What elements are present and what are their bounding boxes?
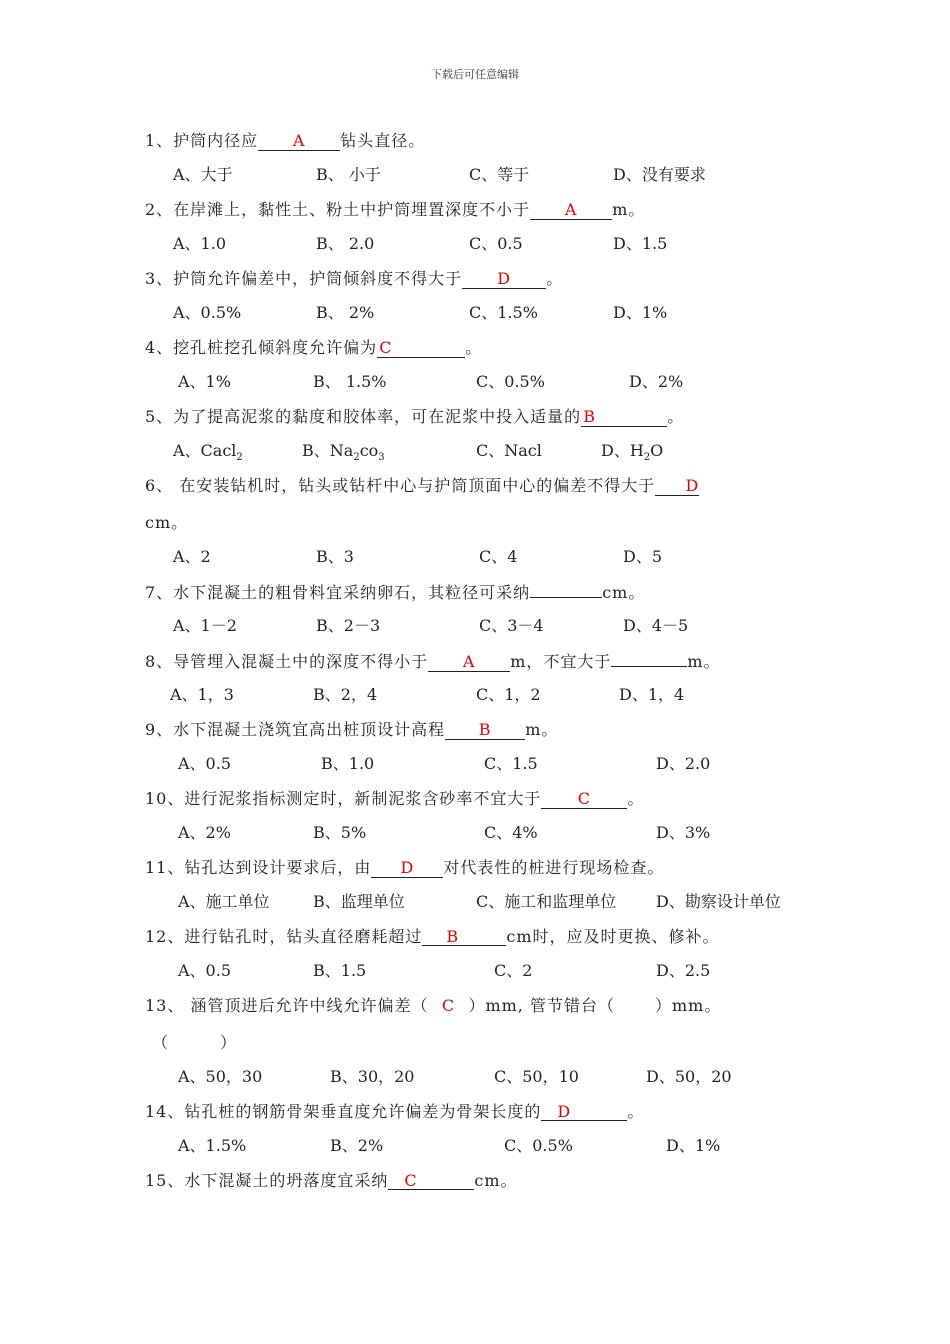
option-d: D、1.5	[613, 234, 668, 253]
question-3	[145, 266, 563, 289]
option-a: A、0.5%	[173, 303, 242, 322]
question-tail: ）mm。	[654, 996, 722, 1015]
option-c: C、3－4	[479, 616, 544, 635]
question-tail: 。	[546, 269, 564, 288]
option-b: B、 1.5%	[313, 372, 387, 391]
answer-blank: B	[422, 928, 506, 946]
question-text: 8、导管埋入混凝土中的深度不得小于	[145, 652, 429, 671]
question-text: 9、水下混凝土浇筑宜高出桩顶设计高程	[145, 720, 446, 739]
option-b: B、2，4	[313, 685, 378, 704]
question-tail: 对代表性的桩进行现场检查。	[443, 858, 665, 877]
answer-mark: C	[441, 996, 456, 1015]
question-text: 15、水下混凝土的坍落度宜采纳	[145, 1171, 389, 1190]
option-c: C、等于	[469, 165, 530, 184]
option-d: D、3%	[656, 823, 711, 842]
option-d: D、4－5	[623, 616, 689, 635]
option-a: A、0.5	[178, 961, 232, 980]
option-b: B、2－3	[316, 616, 381, 635]
answer-blank: C	[541, 790, 627, 809]
question-13	[145, 993, 721, 1016]
question-6	[145, 473, 699, 496]
question-mid: ）mm, 管节错台（	[468, 996, 615, 1015]
option-d: D、1%	[666, 1136, 721, 1155]
option-b: B、 2%	[316, 303, 375, 322]
question-text: 10、进行泥浆指标测定时，新制泥浆含砂率不宜大于	[145, 789, 542, 808]
option-b: B、5%	[313, 823, 367, 842]
question-13-cont: （ ）	[152, 1033, 238, 1052]
option-c: C、2	[494, 961, 533, 980]
answer-blank	[530, 579, 602, 598]
option-c: C、施工和监理单位	[476, 892, 617, 911]
question-mid: m，不宜大于	[510, 652, 612, 671]
answer-blank: B	[445, 721, 525, 740]
question-tail: 。	[465, 338, 483, 357]
option-a: A、Cacl$_2$	[173, 441, 243, 464]
question-10	[145, 786, 644, 809]
option-c: C、1，2	[476, 685, 541, 704]
option-c: C、0.5	[469, 234, 523, 253]
option-a: A、2%	[178, 823, 231, 842]
question-text: 6、 在安装钻机时，钻头或钻杆中心与护筒顶面中心的偏差不得大于	[145, 476, 656, 495]
question-14	[145, 1099, 644, 1122]
question-9	[145, 717, 558, 740]
question-text: 3、护筒允许偏差中，护筒倾斜度不得大于	[145, 269, 463, 288]
question-7	[145, 579, 645, 603]
answer-blank: A	[530, 201, 612, 220]
question-tail: m。	[687, 652, 721, 671]
option-b: B、监理单位	[313, 892, 405, 911]
option-d: D、没有要求	[613, 165, 706, 184]
answer-blank: D	[655, 477, 699, 496]
option-d: D、1%	[613, 303, 668, 322]
option-a: A、1%	[178, 372, 231, 391]
question-8	[145, 648, 721, 672]
option-c: C、0.5%	[504, 1136, 573, 1155]
option-d: D、$H_2O$	[601, 441, 664, 464]
option-a: A、50，30	[178, 1067, 263, 1086]
option-c: C、4	[479, 547, 518, 566]
option-d: D、勘察设计单位	[656, 892, 781, 911]
question-tail: 。	[627, 789, 645, 808]
question-tail: 钻头直径。	[340, 131, 426, 150]
option-b: B、1.5	[313, 961, 367, 980]
option-c: C、1.5%	[469, 303, 538, 322]
question-text: 1、护筒内径应	[145, 131, 259, 150]
answer-blank: C	[377, 339, 465, 358]
question-tail: 。	[627, 1102, 645, 1121]
option-a: A、0.5	[178, 754, 232, 773]
question-text: 14、钻孔桩的钢筋骨架垂直度允许偏差为骨架长度的	[145, 1102, 542, 1121]
answer-blank: A	[258, 132, 340, 151]
question-text: 5、为了提高泥浆的黏度和胶体率，可在泥浆中投入适量的	[145, 407, 582, 426]
question-text: 7、水下混凝土的粗骨料宜采纳卵石，其粒径可采纳	[145, 583, 531, 602]
answer-blank: D	[541, 1103, 627, 1121]
option-c: C、0.5%	[476, 372, 545, 391]
option-d: D、5	[623, 547, 663, 566]
question-tail: m。	[612, 200, 646, 219]
question-tail: cm。	[602, 583, 646, 602]
answer-blank: B	[581, 408, 667, 427]
option-c: C、50，10	[494, 1067, 579, 1086]
option-b: B、30，20	[330, 1067, 415, 1086]
question-4	[145, 335, 482, 358]
question-text: 2、在岸滩上，黏性土、粉土中护筒埋置深度不小于	[145, 200, 531, 219]
answer-blank: C	[388, 1172, 474, 1190]
answer-blank: A	[428, 653, 510, 672]
option-d: D、50，20	[646, 1067, 732, 1086]
question-tail: m。	[525, 720, 559, 739]
answer-blank: D	[462, 270, 546, 289]
question-6-cont: cm。	[145, 513, 189, 532]
option-c: C、Nacl	[476, 441, 542, 460]
question-11	[145, 855, 664, 878]
option-b: B、2%	[330, 1136, 384, 1155]
option-b: B、1.0	[321, 754, 375, 773]
option-b: B、 小于	[316, 165, 381, 184]
option-a: A、1.5%	[178, 1136, 247, 1155]
question-15	[145, 1168, 518, 1191]
option-a: A、施工单位	[178, 892, 270, 911]
answer-blank-2	[611, 648, 687, 667]
option-d: D、1，4	[619, 685, 685, 704]
question-text: 13、 涵管顶进后允许中线允许偏差（	[145, 996, 429, 1015]
option-c: C、1.5	[484, 754, 538, 773]
question-tail: cm时，应及时更换、修补。	[506, 927, 720, 946]
answer-blank: D	[371, 859, 443, 878]
option-a: A、1－2	[173, 616, 237, 635]
option-d: D、2%	[629, 372, 684, 391]
option-b: B、3	[316, 547, 354, 566]
option-b: B、 2.0	[316, 234, 375, 253]
option-a: A、1，3	[170, 685, 234, 704]
page-header: 下载后可任意编辑	[431, 68, 519, 81]
option-b: B、$Na_2co_3$	[302, 441, 385, 464]
question-tail: 。	[667, 407, 685, 426]
option-a: A、大于	[173, 165, 233, 184]
question-text: 12、进行钻孔时，钻头直径磨耗超过	[145, 927, 423, 946]
option-d: D、2.5	[656, 961, 711, 980]
question-5	[145, 404, 684, 427]
question-text: 11、钻孔达到设计要求后，由	[145, 858, 372, 877]
question-text: 4、挖孔桩挖孔倾斜度允许偏为	[145, 338, 378, 357]
option-a: A、2	[173, 547, 211, 566]
question-12	[145, 924, 720, 947]
question-1	[145, 128, 425, 151]
option-a: A、1.0	[173, 234, 227, 253]
option-c: C、4%	[484, 823, 538, 842]
option-d: D、2.0	[656, 754, 711, 773]
question-tail: cm。	[474, 1171, 518, 1190]
question-2	[145, 197, 645, 220]
